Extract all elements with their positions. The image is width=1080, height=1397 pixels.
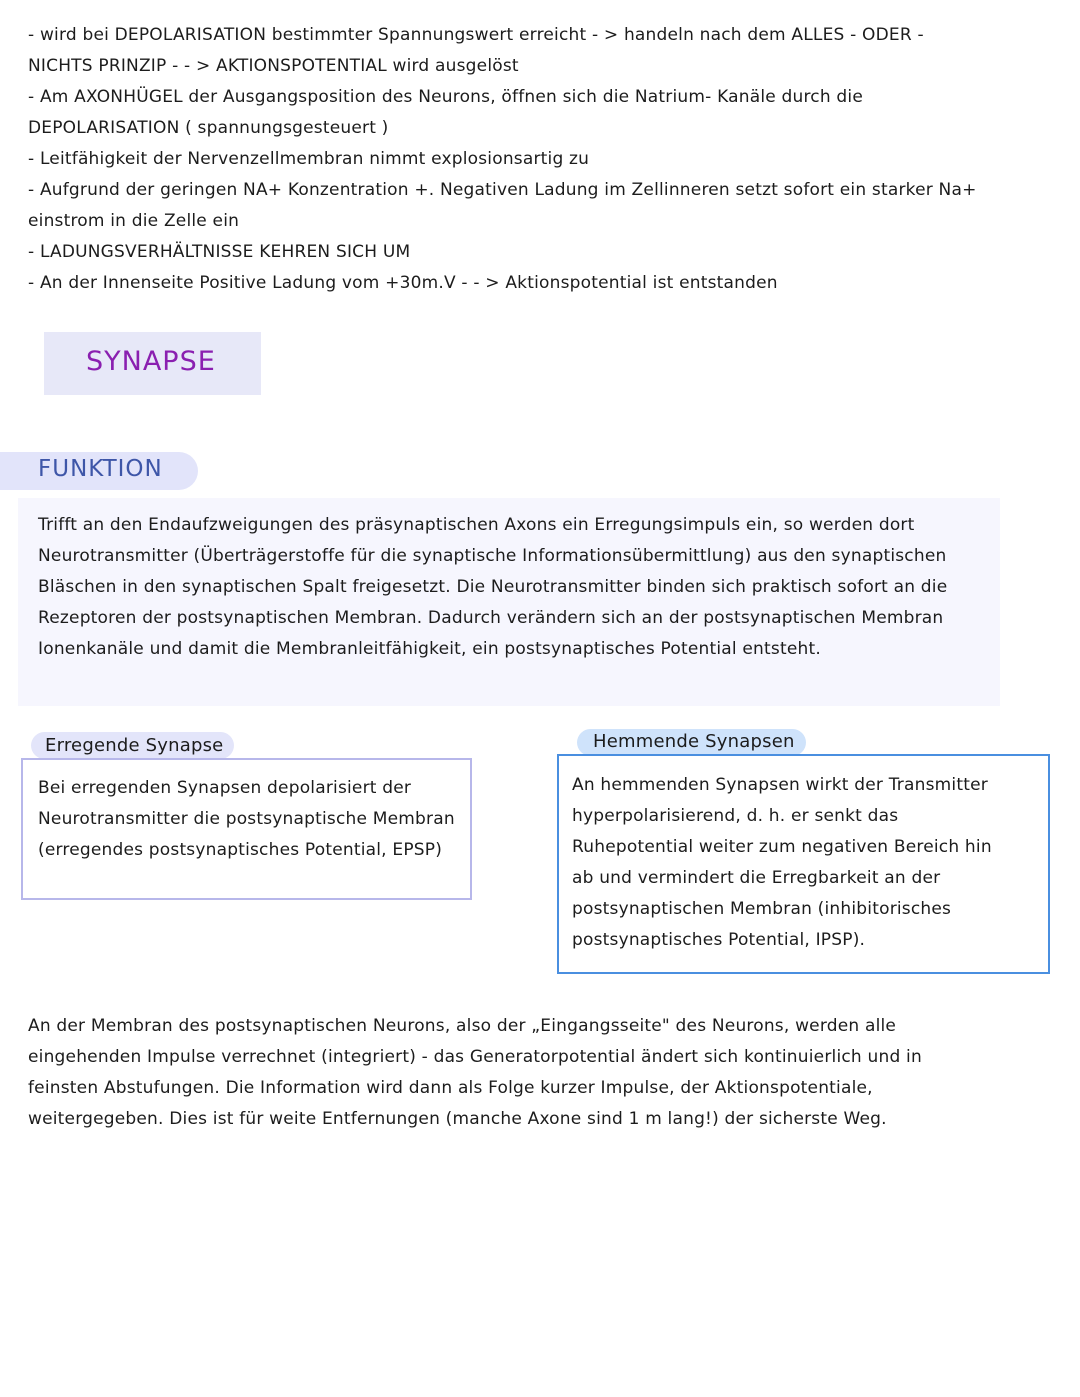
erregende-text: [38, 773, 455, 866]
intro-notes: [28, 20, 1028, 299]
hemmende-line: An hemmenden Synapsen wirkt der Transmitter: [572, 775, 988, 795]
summary-paragraph: [28, 1011, 1028, 1135]
funktion-line: Neurotransmitter (Überträgerstoffe für die synaptische Informationsübermittlung) aus den synaptischen: [38, 546, 947, 566]
intro-line: - An der Innenseite Positive Ladung vom +30m.V - - > Aktionspotential ist entstanden: [28, 273, 778, 293]
funktion-line: Rezeptoren der postsynaptischen Membran. Dadurch verändern sich an der postsynaptischen Membran: [38, 608, 944, 628]
intro-line: - Am AXONHÜGEL der Ausgangsposition des Neurons, öffnen sich die Natrium- Kanäle durch die: [28, 87, 863, 107]
hemmende-text: [572, 770, 992, 956]
funktion-line: Ionenkanäle und damit die Membranleitfähigkeit, ein postsynaptisches Potential entsteht.: [38, 639, 821, 659]
hemmende-line: postsynaptisches Potential, IPSP).: [572, 930, 866, 950]
intro-line: NICHTS PRINZIP - - > AKTIONSPOTENTIAL wird ausgelöst: [28, 56, 519, 76]
funktion-line: Trifft an den Endaufzweigungen des präsynaptischen Axons ein Erregungsimpuls ein, so werden dort: [38, 515, 915, 535]
intro-line: - Aufgrund der geringen NA+ Konzentration +. Negativen Ladung im Zellinneren setzt sofort ein starker Na+: [28, 180, 977, 200]
erregende-line: Neurotransmitter die postsynaptische Membran: [38, 809, 455, 829]
intro-line: DEPOLARISATION ( spannungsgesteuert ): [28, 118, 389, 138]
funktion-heading: FUNKTION: [38, 456, 163, 482]
summary-line: weitergegeben. Dies ist für weite Entfernungen (manche Axone sind 1 m lang!) der sicherste Weg.: [28, 1109, 887, 1129]
funktion-text: [38, 510, 983, 665]
section-title: SYNAPSE: [86, 346, 216, 377]
hemmende-line: postsynaptischen Membran (inhibitorisches: [572, 899, 952, 919]
intro-line: - LADUNGSVERHÄLTNISSE KEHREN SICH UM: [28, 242, 411, 262]
funktion-line: Bläschen in den synaptischen Spalt freigesetzt. Die Neurotransmitter binden sich praktisch sofort an die: [38, 577, 948, 597]
erregende-line: (erregendes postsynaptisches Potential, EPSP): [38, 840, 443, 860]
hemmende-line: Ruhepotential weiter zum negativen Bereich hin: [572, 837, 992, 857]
summary-line: feinsten Abstufungen. Die Information wird dann als Folge kurzer Impulse, der Aktionspotentiale,: [28, 1078, 873, 1098]
summary-line: eingehenden Impulse verrechnet (integriert) - das Generatorpotential ändert sich kontinuierlich und in: [28, 1047, 922, 1067]
hemmende-heading: Hemmende Synapsen: [593, 731, 795, 752]
hemmende-line: hyperpolarisierend, d. h. er senkt das: [572, 806, 899, 826]
intro-line: - Leitfähigkeit der Nervenzellmembran nimmt explosionsartig zu: [28, 149, 590, 169]
intro-line: einstrom in die Zelle ein: [28, 211, 240, 231]
intro-line: - wird bei DEPOLARISATION bestimmter Spannungswert erreicht - > handeln nach dem ALLES - ODER -: [28, 25, 924, 45]
erregende-line: Bei erregenden Synapsen depolarisiert der: [38, 778, 412, 798]
hemmende-line: ab und vermindert die Erregbarkeit an der: [572, 868, 941, 888]
summary-line: An der Membran des postsynaptischen Neurons, also der „Eingangsseite" des Neurons, werden alle: [28, 1016, 897, 1036]
erregende-heading: Erregende Synapse: [45, 735, 224, 756]
